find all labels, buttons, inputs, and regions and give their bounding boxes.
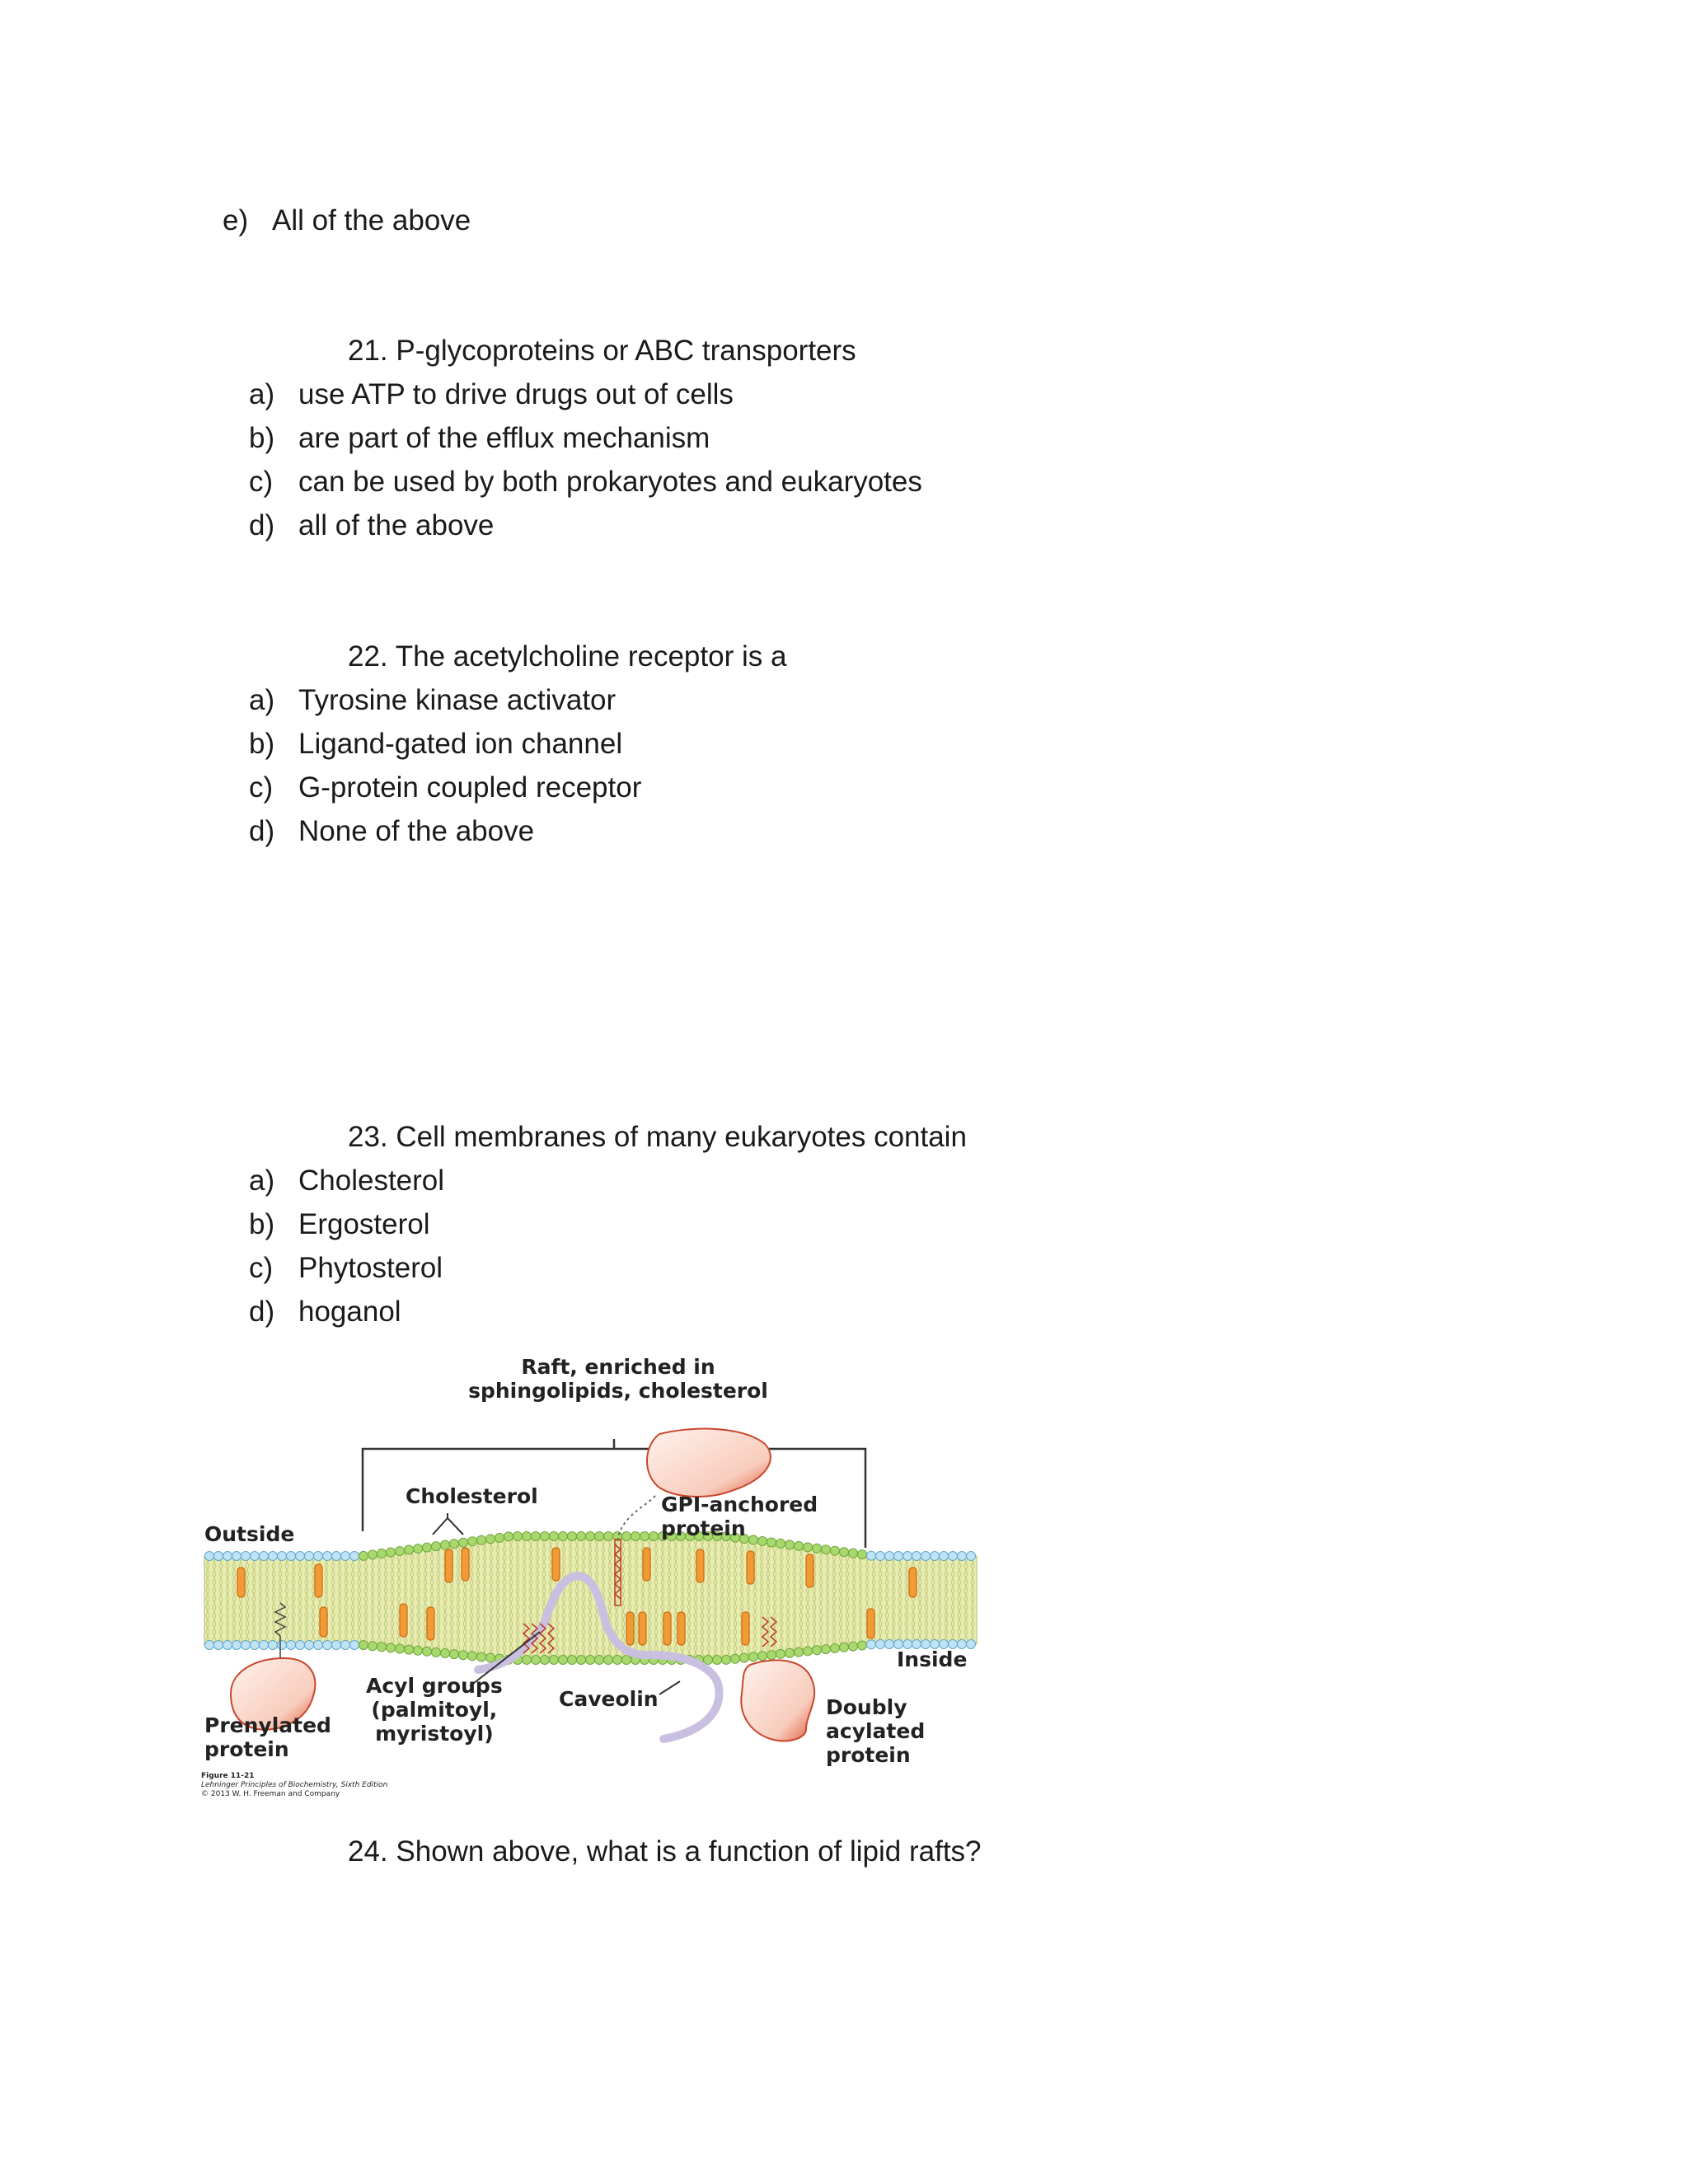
acyl-label-line-2: (palmitoyl, [371, 1697, 498, 1722]
headgroup [649, 1532, 659, 1541]
headgroup [604, 1656, 613, 1665]
headgroup [550, 1656, 559, 1665]
lipid-raft-figure [198, 1352, 989, 1813]
headgroup [541, 1532, 550, 1541]
headgroup [368, 1550, 377, 1559]
headgroup [858, 1550, 867, 1559]
headgroup [885, 1552, 894, 1561]
headgroup [523, 1532, 532, 1541]
headgroup [921, 1552, 931, 1561]
headgroup [894, 1552, 903, 1561]
headgroup [586, 1656, 595, 1665]
headgroup [486, 1535, 495, 1544]
headgroup [713, 1656, 722, 1665]
headgroup [432, 1542, 441, 1551]
headgroup [795, 1541, 804, 1550]
caveolin-label: Caveolin [559, 1687, 659, 1711]
headgroup [269, 1641, 278, 1650]
headgroup [640, 1532, 649, 1541]
question-21-title: 21. P-glycoproteins or ABC transporters [348, 335, 856, 367]
headgroup [232, 1552, 241, 1561]
headgroup [495, 1533, 504, 1542]
headgroup [631, 1532, 640, 1541]
headgroup [912, 1552, 921, 1561]
option-letter: a) [249, 378, 275, 410]
q23-option-b [249, 1210, 1156, 1243]
doubly-label-line-3: protein [826, 1742, 911, 1767]
headgroup [849, 1549, 858, 1558]
headgroup [967, 1640, 976, 1649]
headgroup [740, 1653, 749, 1662]
headgroup [359, 1551, 368, 1560]
headgroup [305, 1641, 314, 1650]
headgroup [314, 1552, 323, 1561]
headgroup [468, 1537, 477, 1546]
option-letter: d) [249, 815, 275, 847]
headgroup [967, 1552, 976, 1561]
headgroup [278, 1641, 287, 1650]
doubly-acylated-protein [741, 1660, 814, 1741]
headgroup [332, 1552, 341, 1561]
q21-option-b [249, 424, 1156, 457]
headgroup [414, 1544, 423, 1554]
headgroup [241, 1552, 251, 1561]
headgroup [885, 1640, 894, 1649]
headgroup [785, 1648, 795, 1657]
headgroup [423, 1647, 432, 1656]
option-text: can be used by both prokaryotes and eukaryotes [298, 466, 922, 498]
headgroup [595, 1532, 604, 1541]
option-text: Cholesterol [298, 1165, 445, 1197]
cholesterol-label: Cholesterol [406, 1484, 538, 1508]
headgroup [586, 1532, 595, 1541]
headgroup [314, 1641, 323, 1650]
headgroup [341, 1641, 350, 1650]
option-letter: b) [249, 1208, 275, 1240]
q23-option-c [249, 1254, 1156, 1286]
headgroup [903, 1552, 912, 1561]
headgroup [450, 1650, 459, 1659]
option-text: use ATP to drive drugs out of cells [298, 378, 734, 410]
headgroup [831, 1546, 840, 1555]
headgroup [767, 1651, 776, 1660]
question-22-title: 22. The acetylcholine receptor is a [348, 640, 787, 673]
question-23-title: 23. Cell membranes of many eukaryotes contain [348, 1121, 967, 1153]
headgroup [387, 1643, 396, 1652]
headgroup [595, 1656, 604, 1665]
headgroup [223, 1641, 232, 1650]
headgroup [296, 1641, 305, 1650]
option-text: All of the above [272, 204, 471, 237]
q21-option-d [249, 511, 1156, 544]
headgroup [477, 1535, 486, 1544]
headgroup [477, 1652, 486, 1661]
headgroup [323, 1641, 332, 1650]
caption-line-3: © 2013 W. H. Freeman and Company [201, 1789, 340, 1798]
q22-option-c [249, 773, 1156, 806]
headgroup [568, 1532, 577, 1541]
option-text: are part of the efflux mechanism [298, 422, 710, 454]
headgroup [260, 1641, 269, 1650]
raft-label-line-1: Raft, enriched in [521, 1355, 715, 1379]
headgroup [287, 1641, 296, 1650]
headgroup [858, 1641, 867, 1650]
acyl-label-line-1: Acyl groups [366, 1674, 503, 1698]
headgroup [822, 1645, 831, 1654]
headgroup [822, 1545, 831, 1554]
prenylated-label-line-1: Prenylated [204, 1713, 331, 1737]
option-letter: c) [249, 466, 274, 498]
q22-option-a [249, 686, 1156, 719]
headgroup [867, 1640, 876, 1649]
headgroup [377, 1549, 387, 1558]
headgroup [958, 1552, 967, 1561]
headgroup [831, 1643, 840, 1652]
option-letter: b) [249, 422, 275, 454]
headgroup [749, 1652, 758, 1661]
prenylated-label [204, 1714, 331, 1762]
doubly-label-line-2: acylated [826, 1718, 926, 1743]
headgroup [423, 1543, 432, 1552]
headgroup [341, 1552, 350, 1561]
doubly-label-line-1: Doubly [826, 1695, 907, 1719]
headgroup [776, 1649, 785, 1658]
headgroup [459, 1651, 468, 1660]
headgroup [296, 1552, 305, 1561]
headgroup [350, 1641, 359, 1650]
prev-option-e [223, 206, 552, 239]
headgroup [486, 1653, 495, 1662]
question-24-title: 24. Shown above, what is a function of lipid rafts? [348, 1835, 982, 1868]
headgroup [359, 1641, 368, 1650]
headgroup [931, 1552, 940, 1561]
headgroup [432, 1647, 441, 1657]
q21-option-c [249, 467, 1156, 500]
headgroup [813, 1646, 822, 1655]
headgroup [785, 1540, 795, 1549]
headgroup [758, 1652, 767, 1661]
option-letter: e) [223, 204, 249, 237]
option-text: all of the above [298, 509, 495, 541]
headgroup [441, 1540, 450, 1549]
option-text: G-protein coupled receptor [298, 771, 642, 804]
headgroup [368, 1642, 377, 1651]
headgroup [559, 1532, 568, 1541]
headgroup [559, 1656, 568, 1665]
headgroup [513, 1532, 523, 1541]
inside-label: Inside [897, 1647, 968, 1671]
caption-line-1: Figure 11-21 [201, 1772, 255, 1780]
headgroup [604, 1532, 613, 1541]
q23-option-a [249, 1166, 1156, 1199]
headgroup [387, 1548, 396, 1557]
acyl-label-line-3: myristoyl) [375, 1721, 494, 1746]
headgroup [278, 1552, 287, 1561]
option-text: hoganol [298, 1296, 401, 1328]
headgroup [568, 1656, 577, 1665]
headgroup [251, 1641, 260, 1650]
option-letter: b) [249, 728, 275, 760]
prenylated-label-line-2: protein [204, 1736, 289, 1761]
headgroup [849, 1642, 858, 1651]
caption-line-2: Lehninger Principles of Biochemistry, Sixth Edition [201, 1780, 388, 1789]
q23-option-d [249, 1297, 1156, 1330]
doubly-acylated-label [826, 1696, 925, 1767]
option-letter: c) [249, 1252, 274, 1284]
q22-option-b [249, 729, 1156, 762]
option-letter: d) [249, 1296, 275, 1328]
headgroup [450, 1540, 459, 1549]
headgroup [396, 1644, 405, 1653]
headgroup [840, 1548, 849, 1557]
acyl-groups-label [366, 1675, 503, 1746]
headgroup [550, 1532, 559, 1541]
headgroup [867, 1551, 876, 1560]
gpi-anchored-label [661, 1493, 818, 1541]
option-text: Ligand-gated ion channel [298, 728, 623, 760]
headgroup [377, 1643, 387, 1652]
headgroup [232, 1641, 241, 1650]
headgroup [813, 1544, 822, 1553]
headgroup [949, 1552, 958, 1561]
headgroup [205, 1552, 214, 1561]
raft-label [445, 1356, 791, 1404]
headgroup [940, 1552, 949, 1561]
option-letter: c) [249, 771, 274, 804]
option-letter: a) [249, 684, 275, 716]
option-letter: a) [249, 1165, 275, 1197]
headgroup [731, 1654, 740, 1663]
headgroup [287, 1552, 296, 1561]
headgroup [251, 1552, 260, 1561]
raft-label-line-2: sphingolipids, cholesterol [468, 1378, 768, 1403]
headgroup [577, 1532, 586, 1541]
q22-option-d [249, 817, 1156, 850]
headgroup [622, 1656, 631, 1665]
option-text: None of the above [298, 815, 535, 847]
headgroup [269, 1552, 278, 1561]
headgroup [260, 1552, 269, 1561]
headgroup [405, 1545, 414, 1554]
option-text: Ergosterol [298, 1208, 430, 1240]
headgroup [577, 1656, 586, 1665]
headgroup [468, 1652, 477, 1661]
headgroup [876, 1640, 885, 1649]
headgroup [214, 1641, 223, 1650]
headgroup [305, 1552, 314, 1561]
q21-option-a [249, 380, 1156, 413]
headgroup [613, 1656, 622, 1665]
headgroup [795, 1647, 804, 1657]
outside-label: Outside [204, 1522, 295, 1546]
headgroup [541, 1656, 550, 1665]
gpi-label-line-2: protein [661, 1516, 746, 1540]
figure-caption [201, 1772, 387, 1798]
headgroup [332, 1641, 341, 1650]
headgroup [523, 1656, 532, 1665]
headgroup [441, 1649, 450, 1658]
headgroup [804, 1647, 813, 1656]
headgroup [532, 1532, 541, 1541]
headgroup [504, 1532, 513, 1541]
headgroup [804, 1543, 813, 1552]
headgroup [622, 1532, 631, 1541]
headgroup [414, 1646, 423, 1655]
option-text: Tyrosine kinase activator [298, 684, 617, 716]
headgroup [876, 1552, 885, 1561]
option-text: Phytosterol [298, 1252, 443, 1284]
headgroup [323, 1552, 332, 1561]
option-letter: d) [249, 509, 275, 541]
headgroup [840, 1643, 849, 1652]
headgroup [396, 1547, 405, 1556]
gpi-label-line-1: GPI-anchored [661, 1493, 818, 1516]
headgroup [532, 1656, 541, 1665]
headgroup [722, 1655, 731, 1664]
headgroup [241, 1641, 251, 1650]
headgroup [350, 1552, 359, 1561]
headgroup [214, 1552, 223, 1561]
headgroup [405, 1645, 414, 1654]
headgroup [223, 1552, 232, 1561]
headgroup [205, 1641, 214, 1650]
headgroup [459, 1538, 468, 1547]
